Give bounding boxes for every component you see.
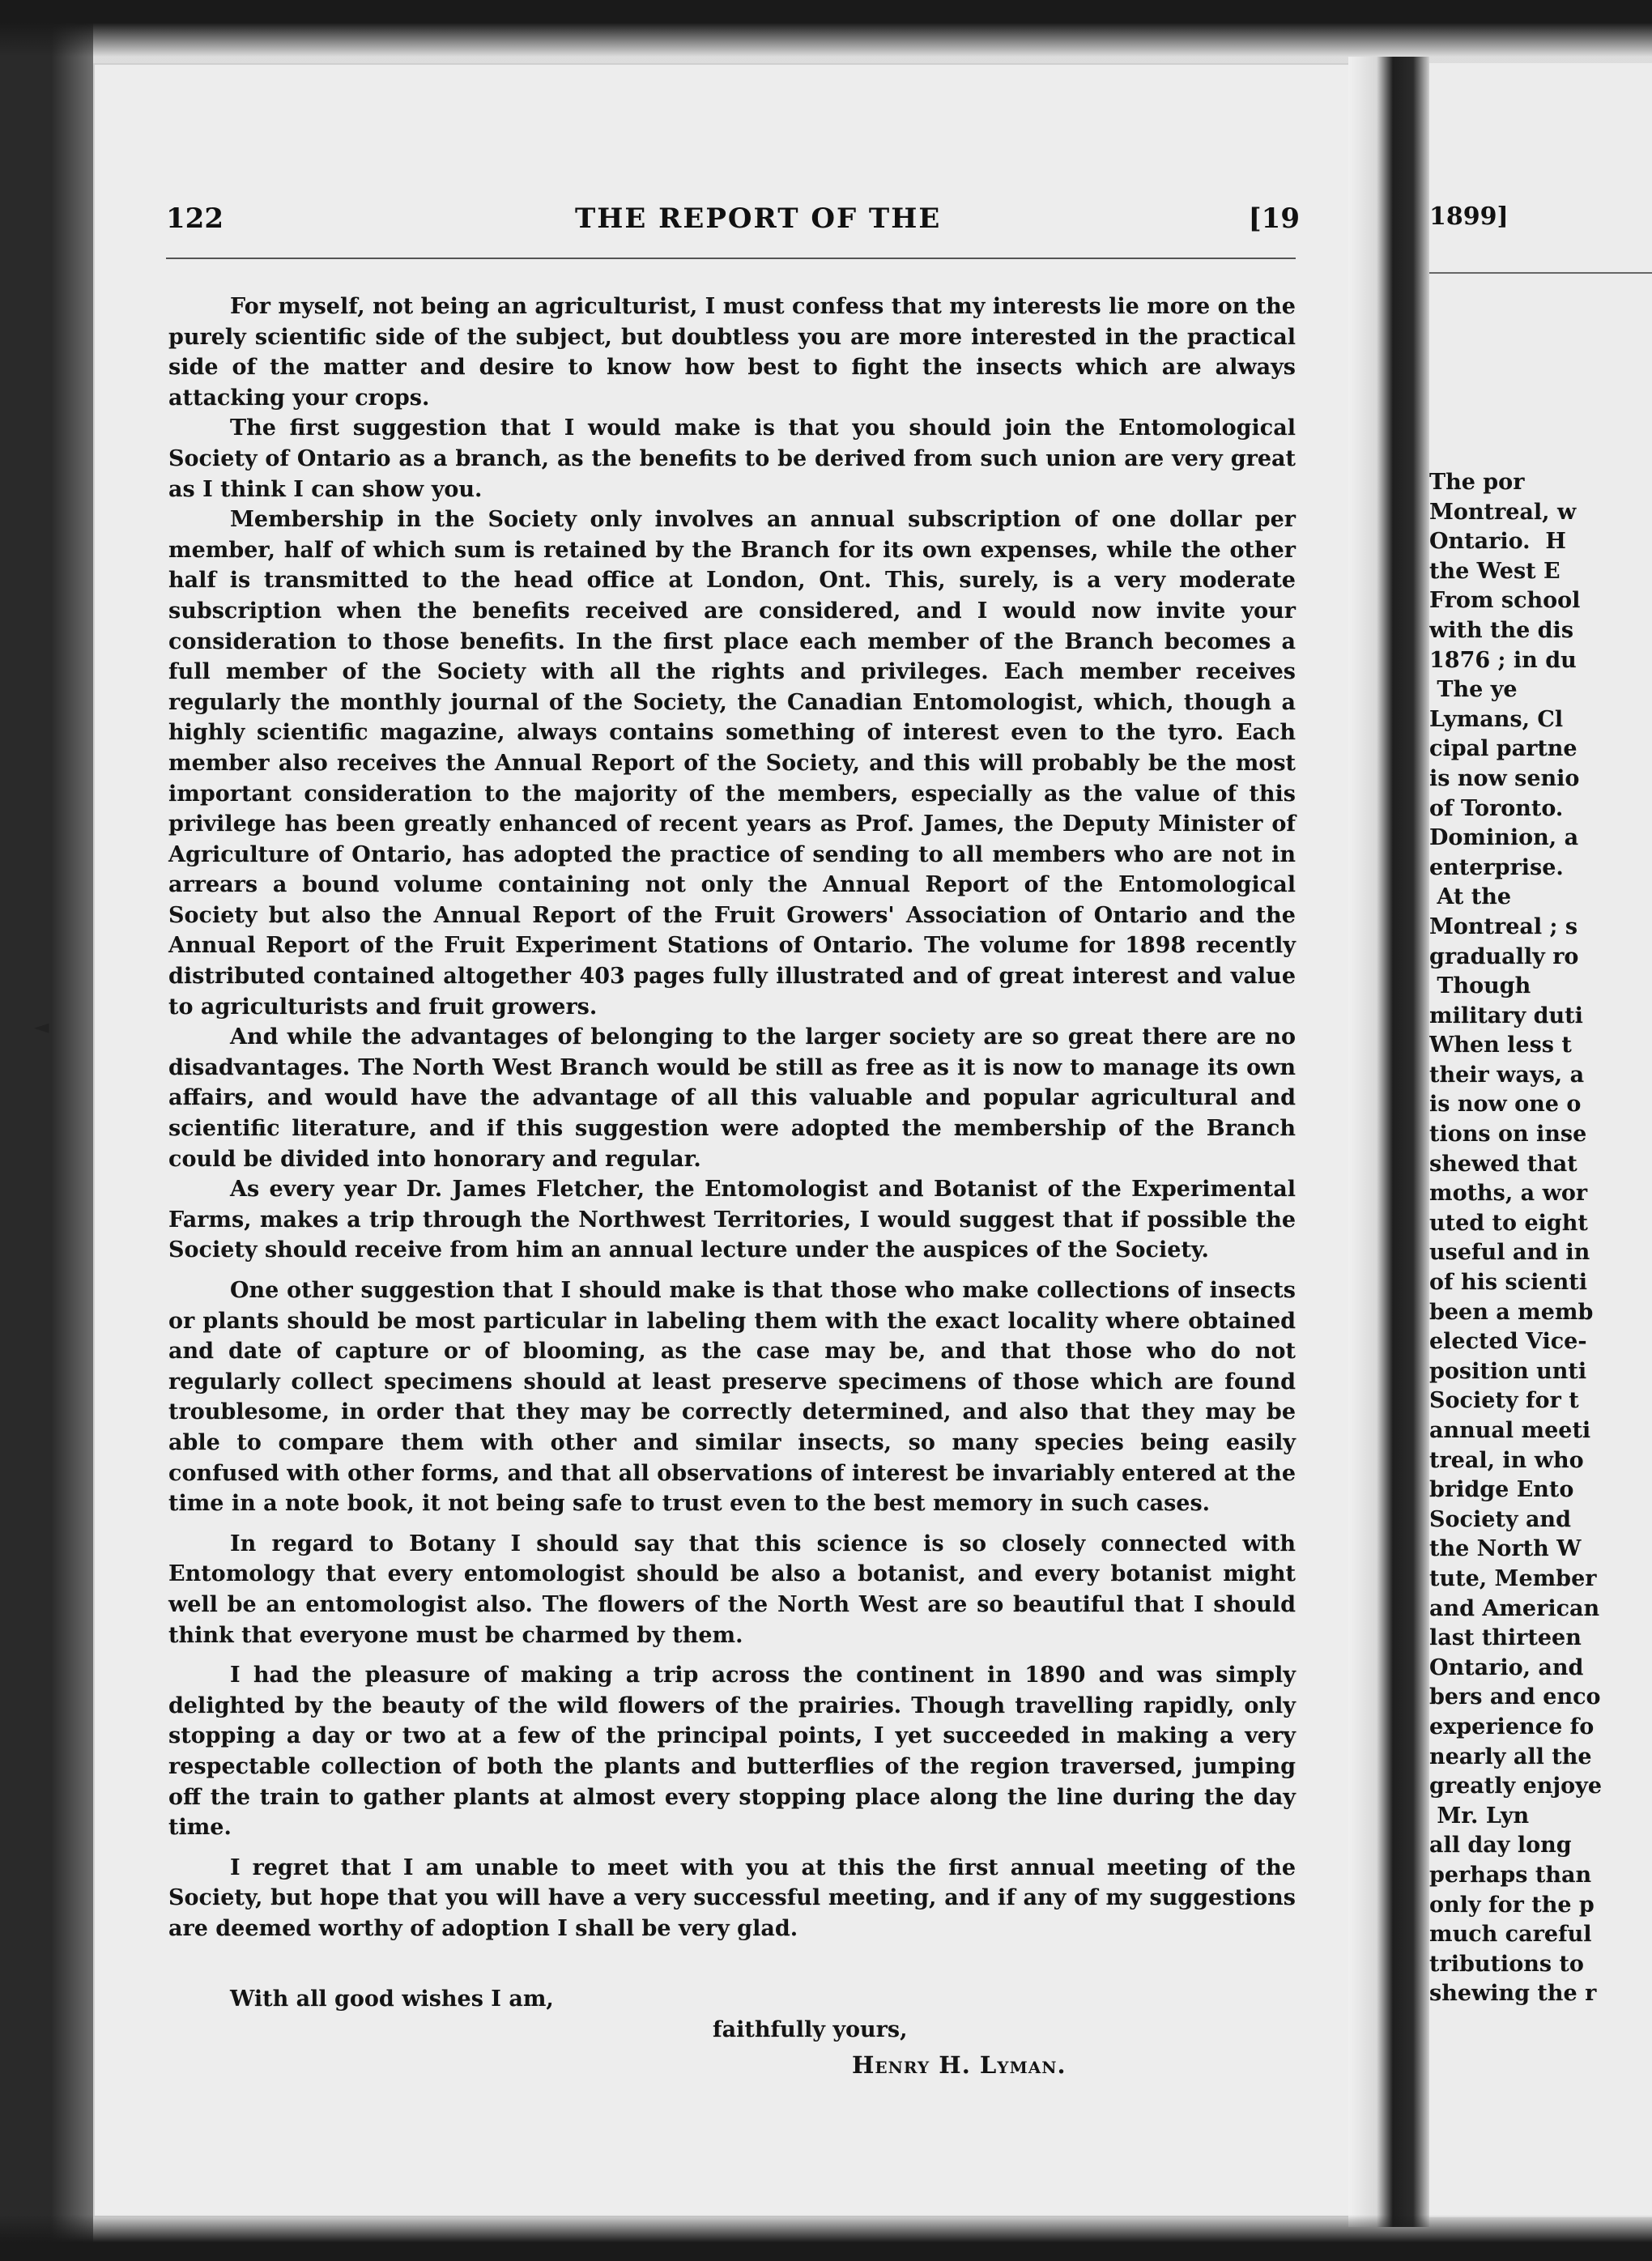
margin-mark: ◄ bbox=[34, 1016, 49, 1038]
scanner-top-edge bbox=[0, 0, 1652, 57]
letter-body bbox=[168, 292, 1296, 1944]
running-title: THE REPORT OF THE bbox=[575, 202, 942, 235]
paragraph: And while the advantages of belonging to the larger society are so great there are no disadvantages. The North West Branch would be still as free as it is now to manage its own affairs, and would have the advantage of all this valuable and popular agricultural and scientific literature, and if this suggestion were adopted the membership of the Branch could be divided into honorary and regular. bbox=[168, 1024, 1296, 1172]
page-header bbox=[166, 202, 1300, 243]
paragraph: Membership in the Society only involves an annual subscription of one dollar per member, half of which sum is retained by the Branch for its own expenses, while the other half is transmitted to the head office at London, Ont. This, surely, is a very moderate subscription when the benefits received are considered, and I would now invite your consideration to those benefits. In the first place each member of the Branch becomes a full member of the Society with all the rights and privileges. Each member receives regularly the monthly journal of the Society, the Canadian Entomologist, which, though a highly scientific magazine, always contains something of interest even to the tyro. Each member also receives the Annual Report of the Society, and this will probably be the most important consideration to the majority of the members, especially as the value of this privilege has been greatly enhanced of recent years as Prof. James, the Deputy Minister of Agriculture of Ontario, has adopted the practice of sending to all members who are not in arrears a bound volume containing not only the Annual Report of the Entomological Society but also the Annual Report of the Fruit Growers' Association of Ontario and the Annual Report of the Fruit Experiment Stations of Ontario. The volume for 1898 recently distributed contained altogether 403 pages fully illustrated and of great interest and value to agriculturists and fruit growers. bbox=[168, 507, 1296, 1020]
paragraph: I had the pleasure of making a trip across the continent in 1890 and was simply delighted by the beauty of the wild flowers of the prairies. Though travelling rapidly, only stopping a day or two at a few of the principal points, I yet succeeded in making a very respectable collection of both the plants and butterflies of the region traversed, jumping off the train to gather plants at almost every stopping place along the line during the day time. bbox=[168, 1663, 1296, 1841]
letter-closing: With all good wishes I am, bbox=[230, 1986, 554, 2012]
scanner-bottom-edge bbox=[0, 2215, 1652, 2261]
paragraph: One other suggestion that I should make is that those who make collections of insects or plants should be most particular in labeling them with the exact locality where obtained and date of capture or of blooming, as the case may be, and that those who do not regularly collect specimens should at least preserve specimens of those which are found troublesome, in order that they may be correctly determined, and also that they may be able to compare them with other and similar insects, so many species being easily confused with other forms, and that all observations of interest be invariably entered at the time in a note book, it not being safe to trust even to the best memory in such cases. bbox=[168, 1278, 1296, 1517]
header-year-fragment: [19 bbox=[1248, 202, 1300, 235]
right-page-header-rule bbox=[1429, 272, 1652, 274]
paragraph: For myself, not being an agriculturist, I must confess that my interests lie more on the purely scientific side of the subject, but doubtless you are more interested in the practical side of the matter and desire to know how best to fight the insects which are always attacking your crops. bbox=[168, 294, 1296, 411]
scanner-left-edge bbox=[0, 0, 93, 2261]
right-page-text-fragments: The por Montreal, w Ontario. H the West E From school with the dis 1876 ; in du The ye Lymans, Cl cipal partne is now senio of Toronto. Dominion, a enterprise. At the Montreal ; s gradually ro Though military duti When less t their ways, a is now one o tions on inse shewed that moths, a wor uted to eight useful and in of his scienti been a memb elected Vice- position unti Society for t annual meeti treal, in who bridge Ento Society and the North W tute, Member and American last thirteen Ontario, and bers and enco experience fo nearly all the greatly enjoye Mr. Lyn all day long perhaps than only for the p much careful tributions to shewing the r bbox=[1429, 470, 1603, 2007]
letter-valediction: faithfully yours, bbox=[713, 2017, 908, 2042]
right-page-header-year: 1899] bbox=[1429, 202, 1509, 231]
book-gutter bbox=[1348, 57, 1429, 2227]
paragraph: I regret that I am unable to meet with you at this the first annual meeting of the Society, but hope that you will have a very successful meeting, and if any of my suggestions are deemed worthy of adoption I shall be very glad. bbox=[168, 1854, 1296, 1941]
paragraph: As every year Dr. James Fletcher, the Entomologist and Botanist of the Experimental Farms, makes a trip through the Northwest Territories, I would suggest that if possible the Society should receive from him an annual lecture under the auspices of the Society. bbox=[168, 1177, 1296, 1263]
paragraph: The first suggestion that I would make is that you should join the Entomological Society of Ontario as a branch, as the benefits to be derived from such union are very great as I think I can show you. bbox=[168, 415, 1296, 502]
page-number: 122 bbox=[166, 202, 224, 235]
header-rule bbox=[166, 258, 1296, 259]
letter-signature: Henry H. Lyman. bbox=[852, 2051, 1067, 2079]
right-page bbox=[1429, 63, 1652, 2217]
paragraph: In regard to Botany I should say that this science is so closely connected with Entomology that every entomologist should be also a botanist, and every botanist might well be an entomologist also. The flowers of the North West are so beautiful that I should think that everyone must be charmed by them. bbox=[168, 1531, 1296, 1648]
